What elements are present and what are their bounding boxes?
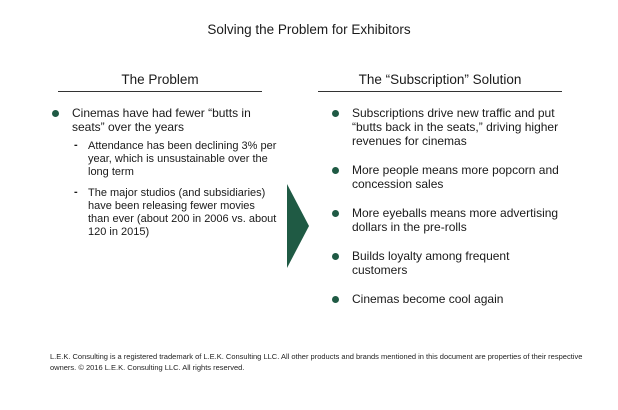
bullet-dot-icon — [332, 210, 339, 217]
problem-sub-bullet — [72, 140, 278, 179]
solution-list — [332, 106, 560, 321]
problem-bullet-text: Cinemas have had fewer “butts in seats” over the years — [72, 106, 251, 134]
solution-bullet-text: Cinemas become cool again — [352, 292, 504, 306]
solution-header: The “Subscription” Solution — [318, 72, 562, 92]
dash-icon: - — [74, 139, 78, 151]
solution-bullet — [332, 106, 560, 148]
problem-sub-bullet — [72, 187, 278, 239]
problem-header: The Problem — [58, 72, 262, 92]
bullet-dot-icon — [332, 110, 339, 117]
solution-bullet — [332, 249, 560, 277]
solution-bullet-text: Builds loyalty among frequent customers — [352, 249, 510, 277]
bullet-dot-icon — [332, 296, 339, 303]
solution-bullet-text: Subscriptions drive new traffic and put “butts back in the seats,” driving higher revenues for cinemas — [352, 106, 559, 148]
footer-disclaimer: L.E.K. Consulting is a registered trademark of L.E.K. Consulting LLC. All other products and brands mentioned in this document are properties of their respective owners. © 2016 L.E.K. Consulting LLC. All rights reserved. — [50, 352, 583, 372]
solution-bullet-text: More people means more popcorn and concession sales — [352, 163, 559, 191]
problem-sub-bullet-text: The major studios (and subsidiaries) have been releasing fewer movies than ever (about 200 in 2006 vs. about 120 in 2015) — [88, 187, 277, 238]
bullet-dot-icon — [52, 110, 59, 117]
dash-icon: - — [74, 186, 78, 198]
problem-list — [52, 106, 278, 247]
slide-title: Solving the Problem for Exhibitors — [207, 22, 411, 37]
problem-sub-list — [72, 140, 278, 239]
problem-bullet — [52, 106, 278, 239]
solution-bullet — [332, 292, 560, 306]
right-triangle-arrow-icon — [287, 184, 309, 268]
problem-sub-bullet-text: Attendance has been declining 3% per year, which is unsustainable over the long term — [88, 140, 277, 178]
solution-bullet — [332, 163, 560, 191]
solution-bullet-text: More eyeballs means more advertising dollars in the pre-rolls — [352, 206, 559, 234]
solution-bullet — [332, 206, 560, 234]
bullet-dot-icon — [332, 253, 339, 260]
bullet-dot-icon — [332, 167, 339, 174]
